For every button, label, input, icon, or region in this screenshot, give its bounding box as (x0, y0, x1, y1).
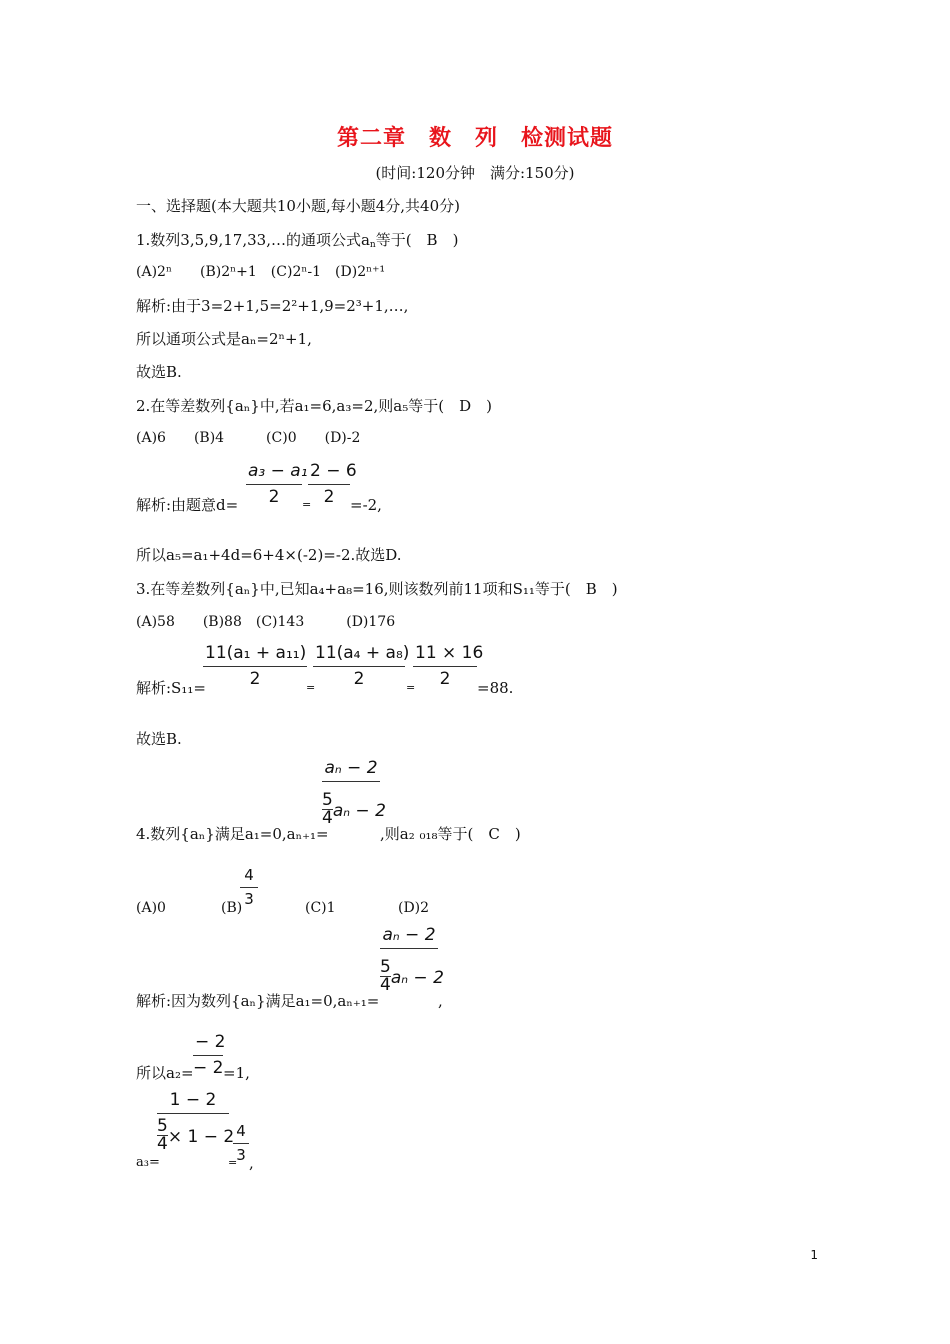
question-4-option-c: (C)1 (305, 900, 336, 916)
equals-sign: = (306, 681, 316, 694)
a3-denominator: 5 4 × 1 − 2 (157, 1116, 235, 1154)
a3-result-fraction: $\frac{4}{3}$ (233, 1122, 249, 1164)
fraction-d-value: $\frac{2 - 6}{2}$ (310, 461, 357, 507)
a3-computation-prefix: a₃= (136, 1155, 160, 1170)
page-title: 第二章 数 列 检测试题 (336, 125, 613, 151)
equals-sign: = (302, 498, 312, 511)
question-1-solution-line3: 故选B. (136, 363, 182, 381)
question-3-stem: 3.在等差数列{aₙ}中,已知a₄+a₈=16,则该数列前11项和S₁₁等于( B ) (136, 580, 618, 598)
question-1-solution-line1: 解析:由于3=2+1,5=2²+1,9=2³+1,…, (136, 297, 409, 315)
recurrence-denominator: 5 4 aₙ − 2 (322, 790, 386, 828)
question-1-solution-line2: 所以通项公式是aₙ=2ⁿ+1, (136, 330, 312, 348)
question-2-solution-line2: 所以a₅=a₁+4d=6+4×(-2)=-2.故选D. (136, 546, 402, 564)
section-heading: 一、选择题(本大题共10小题,每小题4分,共40分) (136, 197, 460, 215)
question-4-solution-prefix: 解析:因为数列{aₙ}满足a₁=0,aₙ₊₁= (136, 992, 380, 1010)
question-2-options: (A)6 (B)4 (C)0 (D)-2 (136, 430, 361, 446)
question-1-options: (A)2ⁿ (B)2ⁿ+1 (C)2ⁿ-1 (D)2ⁿ⁺¹ (136, 264, 386, 280)
recurrence-denominator-repeat: 5 4 aₙ − 2 (380, 957, 444, 995)
recurrence-fraction-repeat: aₙ − 2 (380, 925, 438, 949)
page-number: 1 (810, 1248, 818, 1262)
exam-info: (时间:120分钟 满分:150分) (375, 164, 575, 182)
a3-computation-suffix: , (249, 1154, 254, 1172)
question-4-option-b: (B) (221, 900, 243, 916)
option-b-fraction: $\frac{4}{3}$ (240, 866, 258, 908)
question-2-solution-prefix: 解析:由题意d= (136, 496, 239, 514)
question-4-solution-suffix: , (438, 992, 443, 1010)
equals-sign: = (406, 681, 416, 694)
question-3-solution-line2: 故选B. (136, 730, 182, 748)
question-4-option-d: (D)2 (398, 900, 430, 916)
equals-sign: = (228, 1156, 238, 1169)
a2-computation-suffix: =1, (223, 1064, 250, 1082)
a2-computation-prefix: 所以a₂= (136, 1064, 194, 1082)
a2-fraction: $\frac{- 2}{- 2}$ (193, 1032, 226, 1078)
question-3-solution-prefix: 解析:S₁₁= (136, 679, 206, 697)
question-2-stem: 2.在等差数列{aₙ}中,若a₁=6,a₃=2,则a₅等于( D ) (136, 397, 492, 415)
question-1-stem: 1.数列3,5,9,17,33,…的通项公式$a_n$等于( B ) (136, 231, 459, 250)
fraction-s11-c: $\frac{11 \times 16}{2}$ (415, 643, 484, 689)
question-4-stem-suffix: ,则a₂ ₀₁₈等于( C ) (380, 825, 521, 843)
question-4-stem-prefix: 4.数列{aₙ}满足a₁=0,aₙ₊₁= (136, 825, 329, 843)
question-4-option-a: (A)0 (136, 900, 166, 916)
fraction-d: $\frac{\text{a₃ − a₁}}{2}$ (248, 461, 308, 507)
recurrence-fraction: aₙ − 2 (322, 758, 380, 782)
fraction-s11-b: $\frac{\text{11(a₄ + a₈)}}{2}$ (315, 643, 410, 689)
question-3-solution-suffix: =88. (477, 679, 514, 697)
question-3-options: (A)58 (B)88 (C)143 (D)176 (136, 614, 396, 630)
fraction-s11-a: $\frac{\text{11(a₁ + a₁₁)}}{2}$ (205, 643, 307, 689)
a3-fraction: 1 − 2 (157, 1090, 229, 1114)
question-2-solution-suffix: =-2, (350, 496, 382, 514)
